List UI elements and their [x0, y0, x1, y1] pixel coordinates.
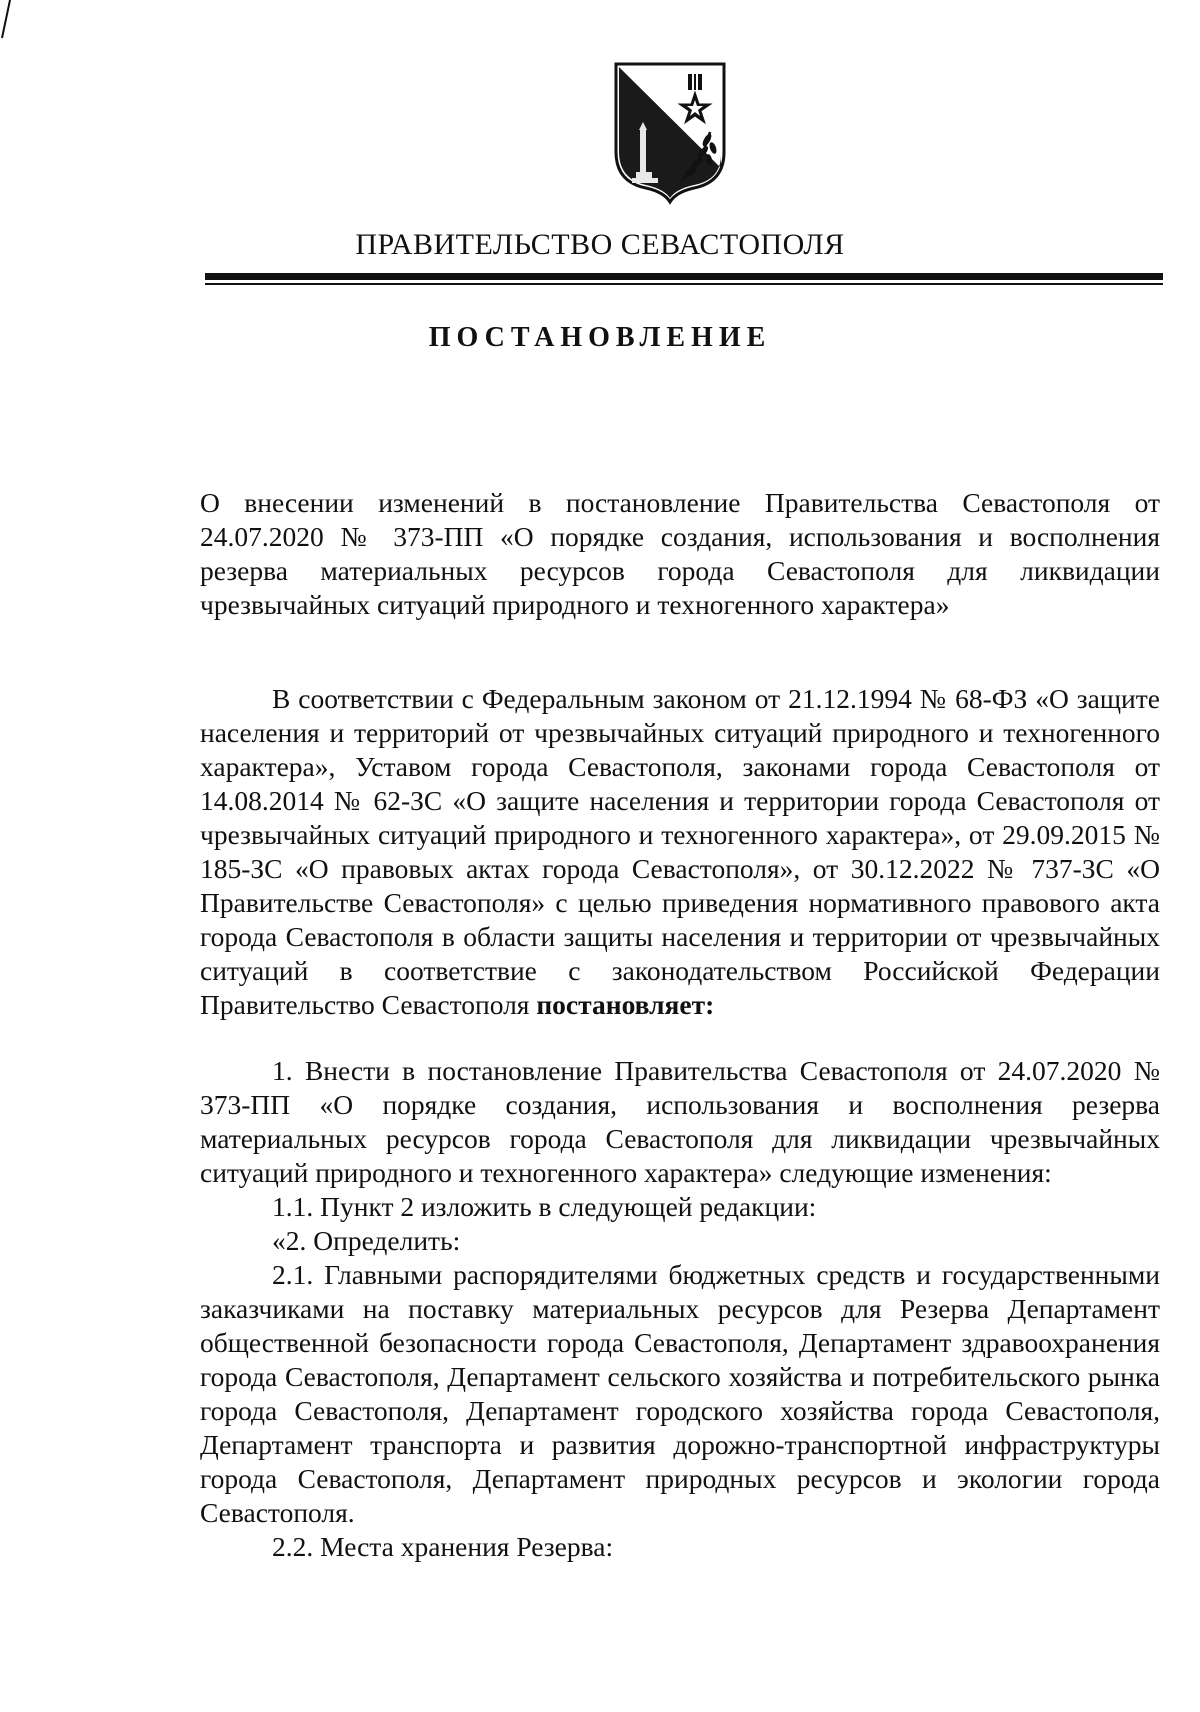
- sevastopol-coat-of-arms-icon: [610, 60, 730, 205]
- document-type-title: ПОСТАНОВЛЕНИЕ: [428, 322, 772, 353]
- document-subject: О внесении изменений в постановление Правительства Севастополя от 24.07.2020 № 373-ПП «О порядке создания, использования и восполнения резерва материальных ресурсов города Севастополя для ликвидации чрезвычайных ситуаций природного и техногенного характера»: [200, 487, 1160, 620]
- item-1: 1. Внести в постановление Правительства Севастополя от 24.07.2020 № 373-ПП «О порядке создания, использования и восполнения резерва материальных ресурсов города Севастополя для ликвидации чрезвычайных ситуаций природного и техногенного характера» следующие изменения:: [200, 1055, 1160, 1188]
- item-1-1: 1.1. Пункт 2 изложить в следующей редакции:: [272, 1191, 817, 1222]
- header-rule-thin: [205, 283, 1163, 285]
- item-2-2: 2.2. Места хранения Резерва:: [272, 1531, 614, 1562]
- decree-word: постановляет:: [536, 989, 715, 1020]
- header-rule-thick: [205, 273, 1163, 280]
- item-quoted-2: «2. Определить:: [272, 1225, 461, 1256]
- item-2-1: 2.1. Главными распорядителями бюджетных средств и государственными заказчиками на поставку материальных ресурсов для Резерва Департамент общественной безопасности города Севастополя, Департамент здравоохранения города Севастополя, Департамент сельского хозяйства и потребительского рынка города Севастополя, Департамент городского хозяйства города Севастополя, Департамент транспорта и развития дорожно-транспортной инфраструктуры города Севастополя, Департамент природных ресурсов и экологии города Севастополя.: [200, 1259, 1160, 1528]
- preamble-text: В соответствии с Федеральным законом от 21.12.1994 № 68-ФЗ «О защите населения и территорий от чрезвычайных ситуаций природного и техногенного характера», Уставом города Севастополя, законами города Севастополя от 14.08.2014 № 62-ЗС «О защите населения и территории города Севастополя от чрезвычайных ситуаций природного и техногенного характера», от 29.09.2015 № 185-ЗС «О правовых актах города Севастополя», от 30.12.2022 № 737-ЗС «О Правительстве Севастополя» с целью приведения нормативного правового акта города Севастополя в области защиты населения и территории от чрезвычайных ситуаций в соответствие с законодательством Российской Федерации Правительство Севастополя: [200, 683, 1160, 1020]
- government-title: ПРАВИТЕЛЬСТВО СЕВАСТОПОЛЯ: [355, 228, 845, 261]
- preamble-paragraph: [200, 682, 1160, 1022]
- scan-mark-icon: [0, 0, 12, 40]
- document-body: [200, 486, 1160, 1564]
